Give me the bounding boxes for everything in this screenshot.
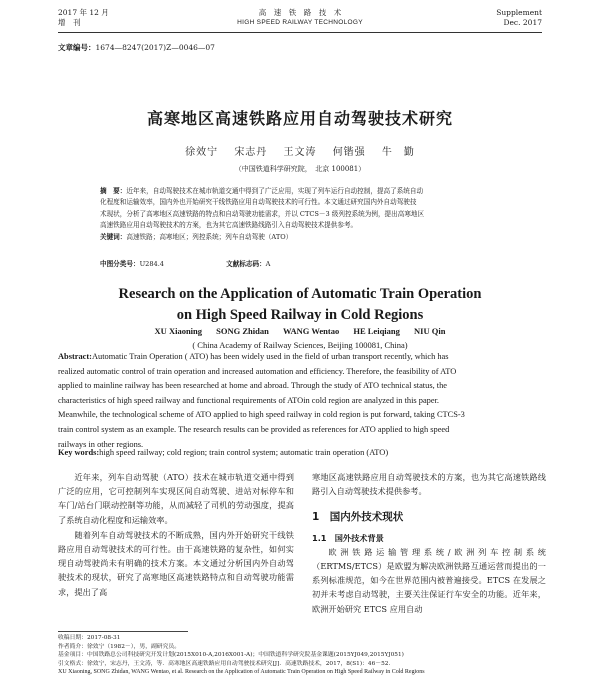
article-number-value: 1674—8247(2017)Z—0046—07 — [95, 43, 215, 52]
body-line: 率。 — [156, 514, 173, 525]
doc-code-value: A — [265, 260, 271, 268]
author-en: NIU Qin — [414, 326, 446, 336]
abstract-en-line: applied to mainline railway has been researched at home and abroad. Through the study of ATO technical status, the — [58, 381, 448, 391]
journal-name-en: HIGH SPEED RAILWAY TECHNOLOGY — [237, 19, 363, 26]
body-paragraph-continued — [312, 470, 546, 498]
abstract-english — [58, 350, 546, 452]
journal-name — [58, 8, 542, 28]
author-en: SONG Zhidan — [216, 326, 269, 336]
abstract-cn-text: 近年来，自动驾驶技术在城市轨道交通中得到了广泛应用，实现了列车运行自动控制，提高了系统自动 — [126, 187, 424, 195]
document-code — [226, 260, 300, 268]
clc-value: U284.4 — [139, 260, 164, 268]
body-line: （ERTMS/ETCS）是欧盟为解决欧洲铁路互通运营而提 — [312, 561, 521, 572]
footnote — [58, 634, 558, 677]
keywords-cn-label: 关键词： — [100, 232, 127, 241]
author-en: XU Xiaoning — [154, 326, 203, 336]
body-line: 寒地区高速铁路应用自动驾驶技术的方案，也为其它高 — [312, 472, 513, 482]
body-line: 轻了司机的劳动强度，提高了系统自动化程度和运输效 — [58, 500, 294, 525]
abstract-en-line: realized automatic control of train operation and increased automation and efficiency. Therefore, the feasibility of ATO — [58, 366, 457, 376]
body-paragraph — [312, 545, 546, 616]
author-en: HE Leiqiang — [353, 326, 400, 336]
body-line: 究干线铁路应用自动驾驶技术的可行性。由于高速铁 — [58, 529, 294, 555]
body-line: 欧洲铁路运输管理系统/欧洲列车控制系统 — [328, 546, 546, 557]
abstract-en-line: characteristics of high speed railway and functional requirements of ATOin cold region are analyzed in this paper. — [58, 395, 440, 405]
body-line: 中得到广泛的应用，它可控制列车实现区间自动驾驶、 — [58, 472, 294, 497]
journal-name-cn: 高 速 铁 路 技 术 — [258, 8, 342, 17]
issue-date-line: 2017 年 12 月 — [58, 8, 109, 17]
footnote-funding: 基金项目：中国铁路总公司科技研究开发计划(2015X010-A,2016X001-A)；中国铁道科学研究院基金课题(2015YJ049,2015YJ051) — [58, 652, 404, 659]
abstract-cn-line: 术现状，分析了高寒地区高速铁路的特点和自动驾驶功能需求，并以 CTCS－3 级列控系统为例，提出高寒地区 — [100, 209, 425, 218]
title-en-line: Research on the Application of Automatic Train Operation — [118, 286, 482, 302]
clc-number — [100, 260, 194, 268]
footnote-rule — [58, 631, 188, 632]
section-heading-1: 1 国内外技术现状 — [312, 511, 404, 524]
author-cn: 宋志丹 — [234, 147, 268, 158]
author-en: WANG Wentao — [282, 326, 340, 336]
footnote-citation-en: XU Xiaoning, SONG Zhidan, WANG Wentao, et al. Research on the Application of Automatic Train Operation on High Speed Railway in Cold Regions — [58, 669, 425, 676]
running-header — [58, 6, 542, 33]
title-en-line: on High Speed Railway in Cold Regions — [176, 307, 424, 323]
author-cn: 牛 勤 — [381, 147, 415, 158]
body-paragraph — [58, 528, 294, 599]
abstract-cn-line: 化程度和运输效率，国内外也开始研究干线铁路应用自动驾驶技术的可行性。本文通过研究国内外自动驾驶技 — [100, 198, 417, 207]
issue-info-en — [496, 8, 542, 28]
abstract-cn-label: 摘 要： — [100, 187, 127, 195]
body-line: 案。本文通过分析国内外自动驾驶技术的现状，研究了 — [58, 558, 294, 583]
body-line: 进站对标停车和车门/站台门联动控制等功能，从而减 — [58, 486, 294, 511]
abstract-chinese — [100, 186, 500, 243]
title-english — [0, 284, 600, 326]
keywords-en-text: high speed railway; cold region; train control system; automatic train operation (ATO) — [99, 448, 389, 457]
body-column-left — [58, 470, 294, 600]
abstract-en-line: Meanwhile, the technological scheme of ATO applied to high speed railway in cold region is put forward, taking CTCS-3 — [58, 410, 465, 420]
author-cn: 何锴强 — [332, 147, 366, 158]
body-paragraph — [58, 470, 294, 527]
keywords-chinese — [100, 232, 500, 243]
footnote-author-bio: 作者简介：徐效宁（1982－），男，副研究员。 — [58, 643, 180, 650]
body-line: 速铁路线路引入自动驾驶技术提供参考。 — [312, 472, 546, 497]
issue-supplement-cn: 增 刊 — [58, 18, 81, 27]
body-line: 路的复杂性，如何实现自动驾驶尚未有明确的技术方 — [58, 544, 294, 569]
keywords-cn-text: 高速铁路；高寒地区；列控系统；列车自动驾驶（ATO） — [126, 232, 293, 241]
abstract-en-text: Automatic Train Operation ( ATO) has been widely used in the field of urban transport recently, which has — [91, 352, 449, 361]
abstract-cn-line — [100, 186, 500, 197]
body-line: 随着列车自动驾驶技术的不断成熟，国内外开始研 — [74, 529, 261, 540]
body-line: 近年来，列车自动驾驶（ATO）技术在城市轨道交通 — [74, 472, 269, 482]
section-heading-1-1: 1.1 国外技术背景 — [312, 532, 384, 543]
abstract-en-label: Abstract: — [58, 352, 92, 361]
body-line: ETCS 在发展之初并未考虑自动驾驶，主要关注保证行 — [312, 575, 546, 600]
author-cn: 徐效宁 — [185, 147, 219, 158]
title-chinese: 高寒地区高速铁路应用自动驾驶技术研究 — [146, 109, 453, 128]
footnote-received-date: 收稿日期：2017-08-31 — [58, 635, 121, 641]
keywords-english — [58, 448, 546, 457]
classification-line — [100, 258, 520, 268]
body-line: 出的一系列标准规范，如今在世界范围内被普遍接受。 — [312, 561, 546, 586]
article-number — [58, 42, 215, 53]
body-line: 高寒地区高速铁路特点和自动驾驶功能需求，提出了高 — [58, 572, 294, 597]
author-cn: 王文涛 — [283, 147, 317, 158]
footnote-citation-cn: 引文格式：徐效宁，宋志丹，王文涛，等．高寒地区高速铁路应用自动驾驶技术研究[J]．高速铁路技术，2017，8(S1)：46－52． — [58, 660, 395, 667]
keywords-en-label: Key words: — [58, 448, 100, 457]
body-column-right — [312, 470, 546, 616]
abstract-en-line: train control system as an example. The research results can be provided as references for ATO applied to high speed — [58, 424, 450, 434]
affiliation-chinese: （中国铁道科学研究院， 北京 100081） — [234, 165, 366, 173]
abstract-en-line: railways in other regions. — [58, 439, 144, 449]
body-line: 车安全的功能。近年来，欧洲开始研究 ETCS 应用自动 — [312, 589, 546, 614]
authors-chinese — [0, 143, 600, 158]
issue-date-en: Dec. 2017 — [503, 18, 542, 27]
doc-code-label: 文献标志码： — [226, 260, 266, 268]
supplement-label: Supplement — [496, 8, 542, 17]
abstract-en-line — [58, 350, 546, 365]
authors-english — [0, 326, 600, 336]
article-number-label: 文章编号： — [58, 43, 96, 52]
clc-label: 中图分类号： — [100, 260, 140, 268]
abstract-cn-line: 高速铁路应用自动驾驶技术的方案，也为其它高速铁路线路引入自动驾驶技术提供参考。 — [100, 221, 358, 230]
affiliation-english: ( China Academy of Railway Sciences, Beijing 100081, China) — [192, 340, 408, 350]
